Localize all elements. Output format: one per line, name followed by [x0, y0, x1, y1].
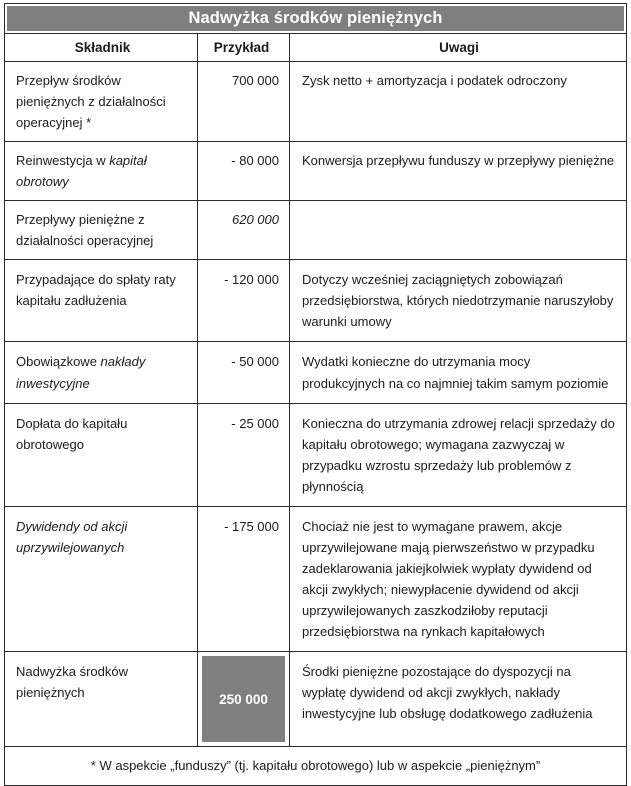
table-row — [5, 142, 626, 201]
skladnik-roman: Dopłata do kapitału obrotowego — [16, 415, 128, 452]
cell-uwagi-text: Dotyczy wcześniej zaciągniętych zobowiązań przedsiębiorstwa, których niedotrzymanie naruszyłoby warunki umowy — [302, 272, 614, 330]
cell-przyklad — [198, 142, 290, 200]
cell-uwagi-text: Środki pieniężne pozostające do dyspozycji na wypłatę dywidend od akcji zwykłych, nakłady inwestycyjne lub obsługę dodatkowego zadłużenia — [302, 664, 593, 722]
cell-uwagi — [290, 260, 626, 341]
highlight-value-box: 250 000 — [202, 656, 285, 742]
table-row — [5, 652, 626, 746]
cell-skladnik-text — [16, 209, 189, 251]
cell-przyklad — [198, 507, 290, 651]
cell-uwagi-text: Wydatki konieczne do utrzymania mocy produkcyjnych na co najmniej takim samym poziomie — [302, 354, 609, 391]
cell-przyklad-value: - 25 000 — [231, 415, 279, 431]
table-row — [5, 260, 626, 342]
cell-uwagi-text: Konwersja przepływu funduszy w przepływy pieniężne — [302, 153, 615, 169]
cash-surplus-table — [4, 3, 627, 786]
page-title: Nadwyżka środków pieniężnych — [7, 6, 624, 31]
cell-przyklad — [198, 201, 290, 259]
cell-przyklad-value: 700 000 — [232, 73, 279, 88]
cell-skladnik-text — [16, 150, 189, 192]
cell-skladnik — [5, 260, 198, 341]
cell-uwagi — [290, 142, 626, 200]
table-body — [5, 62, 626, 746]
cell-skladnik-text — [16, 516, 189, 558]
cell-uwagi-text: Zysk netto + amortyzacja i podatek odroczony — [302, 73, 567, 88]
cell-przyklad — [198, 342, 290, 402]
table-footnote-row — [5, 746, 626, 785]
cell-uwagi — [290, 404, 626, 506]
cell-uwagi — [290, 652, 626, 746]
table-row — [5, 507, 626, 652]
cell-skladnik — [5, 507, 198, 651]
footnote-text: * W aspekcie „funduszy” (tj. kapitału obrotowego) lub w aspekcie „pieniężnym” — [90, 758, 541, 774]
table-row — [5, 342, 626, 403]
cell-skladnik-text — [16, 269, 189, 311]
skladnik-italic: nakłady inwestycyjne — [16, 354, 146, 391]
column-header-uwagi: Uwagi — [439, 40, 479, 55]
cell-przyklad-value: - 175 000 — [224, 518, 279, 534]
cell-uwagi — [290, 201, 626, 259]
column-header-skladnik: Składnik — [5, 34, 198, 61]
cell-przyklad-value: - 50 000 — [231, 354, 279, 370]
cell-skladnik — [5, 404, 198, 506]
table-row — [5, 404, 626, 507]
cell-przyklad — [198, 404, 290, 506]
cell-skladnik — [5, 142, 198, 200]
cell-uwagi-text: Konieczna do utrzymania zdrowej relacji sprzedaży do kapitału obrotowego; wymagana zazwyczaj w przypadku wzrostu sprzedaży lub problemów z płynnością — [302, 415, 615, 494]
table-title-band — [5, 4, 626, 34]
skladnik-roman: Przypadające do spłaty raty kapitału zadłużenia — [16, 272, 176, 309]
table-row — [5, 201, 626, 260]
table-header-row — [5, 34, 626, 62]
cell-przyklad-highlighted — [198, 652, 290, 746]
skladnik-italic: kapitał obrotowy — [16, 153, 147, 190]
skladnik-roman: Przepływ środków pieniężnych z działalności operacyjnej * — [16, 73, 166, 131]
cell-skladnik — [5, 201, 198, 259]
cell-uwagi — [290, 62, 626, 141]
cell-skladnik-text — [16, 351, 189, 393]
cell-przyklad-value: 620 000 — [232, 212, 279, 228]
cell-przyklad-value: - 120 000 — [224, 272, 279, 288]
skladnik-italic: Dywidendy od akcji uprzywilejowanych — [16, 518, 128, 555]
cell-uwagi — [290, 507, 626, 651]
skladnik-roman: Obowiązkowe — [16, 354, 101, 370]
cell-skladnik — [5, 652, 198, 746]
cell-uwagi — [290, 342, 626, 402]
cell-uwagi-text: Chociaż nie jest to wymagane prawem, akcje uprzywilejowane mają pierwszeństwo w przypadku zadeklarowania jakiejkolwiek wypłaty dywidend od akcji zwykłych; niewypłacenie dywidend od akcji uprzywilejowanych zaszkodziłoby reputacji przedsiębiorstwa na rynkach kapitałowych — [302, 518, 595, 639]
table-row — [5, 62, 626, 142]
cell-skladnik — [5, 62, 198, 141]
skladnik-roman: Reinwestycja w — [16, 153, 110, 169]
skladnik-roman: Nadwyżka środków pieniężnych — [16, 664, 128, 701]
cell-skladnik — [5, 342, 198, 402]
cell-skladnik-text — [16, 70, 189, 133]
cell-przyklad — [198, 62, 290, 141]
cell-skladnik-text — [16, 661, 189, 703]
cell-przyklad — [198, 260, 290, 341]
cell-skladnik-text — [16, 413, 189, 455]
column-header-przyklad: Przykład — [198, 34, 290, 61]
skladnik-roman: Przepływy pieniężne z działalności operacyjnej — [16, 212, 154, 249]
cell-przyklad-value: - 80 000 — [231, 153, 279, 169]
